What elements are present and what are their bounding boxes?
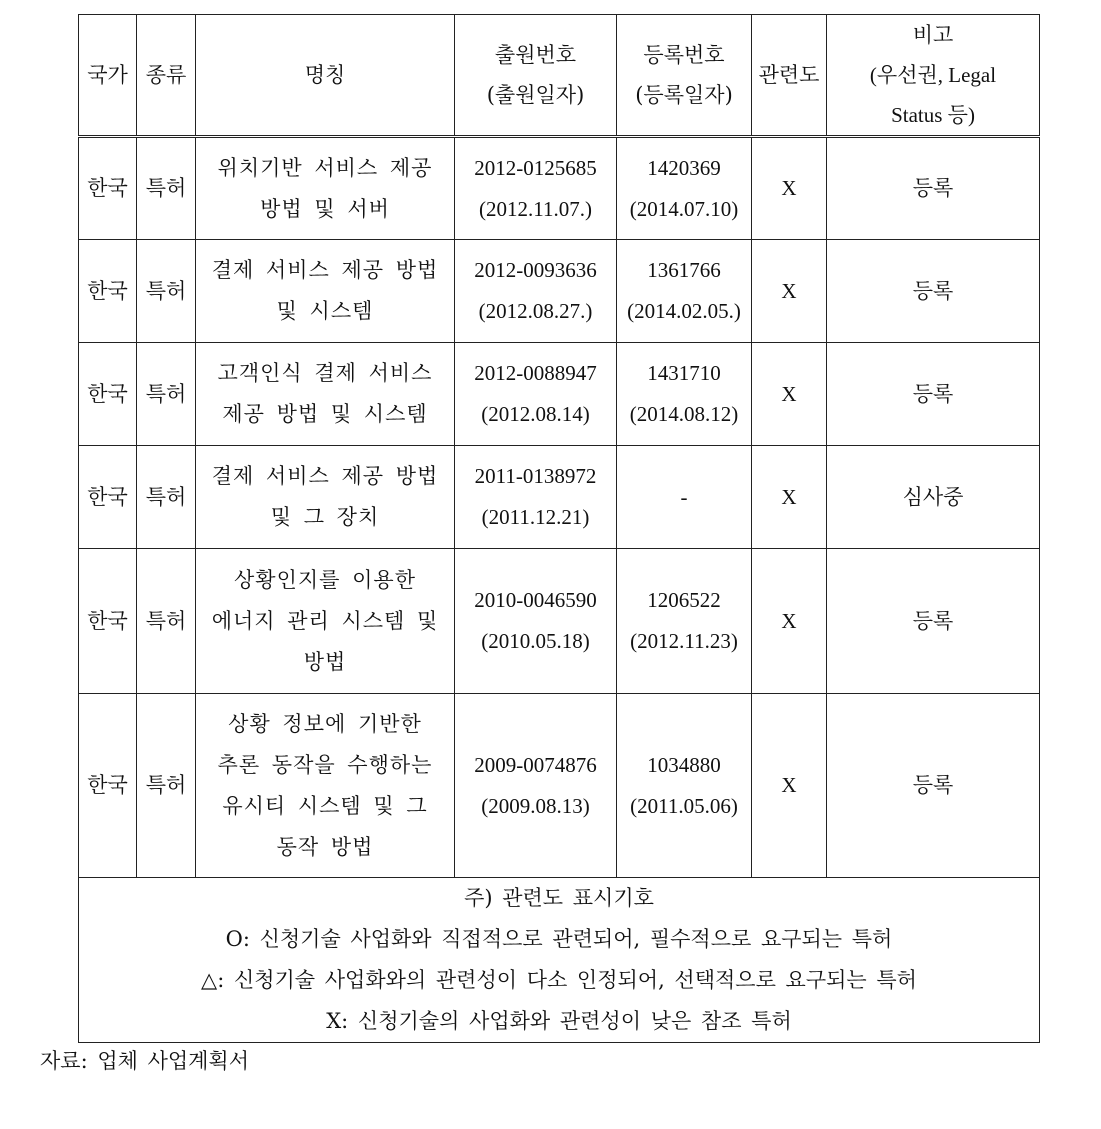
- app-number: 2012-0125685: [474, 155, 597, 180]
- reg-number: 1206522: [647, 588, 721, 612]
- header-reg-no-line2: (등록일자): [635, 83, 733, 107]
- header-app-no-line2: (출원일자): [486, 83, 585, 107]
- cell-remark: 등록: [827, 240, 1040, 343]
- header-relevance: 관련도: [752, 15, 827, 137]
- cell-app-no: [455, 343, 617, 446]
- cell-relevance: X: [752, 137, 827, 240]
- note-line: X: 신청기술의 사업화와 관련성이 낮은 참조 특허: [326, 1009, 792, 1033]
- app-number: 2010-0046590: [474, 588, 597, 612]
- reg-number: 1361766: [647, 258, 721, 282]
- cell-country: 한국: [79, 240, 137, 343]
- patent-table: [78, 14, 1040, 1043]
- cell-name-line: 에너지 관리 시스템 및: [211, 608, 439, 633]
- app-date: (2012.08.14): [481, 402, 590, 426]
- header-type: 종류: [137, 15, 196, 137]
- cell-name: [196, 343, 455, 446]
- cell-name: [196, 137, 455, 240]
- cell-type: 특허: [137, 240, 196, 343]
- cell-reg-no: [617, 549, 752, 694]
- cell-name-line: 상황 정보에 기반한: [228, 711, 422, 736]
- reg-date: (2014.07.10): [629, 196, 739, 221]
- cell-name-line: 유시티 시스템 및 그: [222, 793, 428, 818]
- cell-name-line: 방법 및 서버: [260, 196, 390, 221]
- table-row: [79, 240, 1040, 343]
- note-line: 주) 관련도 표시기호: [464, 886, 654, 910]
- cell-remark: 심사중: [827, 446, 1040, 549]
- cell-app-no: [455, 240, 617, 343]
- cell-name: [196, 446, 455, 549]
- cell-name-line: 고객인식 결제 서비스: [217, 361, 433, 385]
- cell-reg-no: -: [617, 446, 752, 549]
- cell-name-line: 동작 방법: [276, 834, 374, 859]
- header-app-no: [455, 15, 617, 137]
- cell-relevance: X: [752, 343, 827, 446]
- note-line: △: 신청기술 사업화와의 관련성이 다소 인정되어, 선택적으로 요구되는 특허: [201, 968, 917, 992]
- header-remark-line3: Status 등): [891, 103, 975, 127]
- cell-name-line: 추론 동작을 수행하는: [217, 752, 433, 777]
- table-row: [79, 549, 1040, 694]
- cell-name-line: 결제 서비스 제공 방법: [211, 258, 439, 282]
- header-country: 국가: [79, 15, 137, 137]
- cell-remark: 등록: [827, 549, 1040, 694]
- cell-name-line: 및 그 장치: [270, 505, 380, 529]
- header-remark-line2: (우선권, Legal: [869, 63, 997, 87]
- cell-reg-no: [617, 240, 752, 343]
- cell-app-no: [455, 549, 617, 694]
- app-number: 2009-0074876: [474, 752, 597, 777]
- cell-relevance: X: [752, 446, 827, 549]
- app-number: 2012-0093636: [474, 258, 597, 282]
- cell-name: [196, 549, 455, 694]
- header-remark: [827, 15, 1040, 137]
- header-app-no-line1: 출원번호: [494, 43, 577, 67]
- cell-country: 한국: [79, 137, 137, 240]
- cell-name-line: 상황인지를 이용한: [234, 567, 416, 592]
- reg-date: (2011.05.06): [630, 793, 738, 818]
- reg-date: (2014.08.12): [629, 402, 739, 426]
- app-date: (2012.08.27.): [478, 299, 593, 323]
- reg-date: (2014.02.05.): [627, 299, 741, 323]
- header-row: [79, 15, 1040, 137]
- cell-remark: 등록: [827, 694, 1040, 878]
- table-row: [79, 137, 1040, 240]
- app-date: (2010.05.18): [481, 629, 590, 653]
- app-number: 2011-0138972: [474, 464, 597, 488]
- cell-reg-no: [617, 137, 752, 240]
- note-line: O: 신청기술 사업화와 직접적으로 관련되어, 필수적으로 요구되는 특허: [225, 927, 893, 951]
- reg-date: (2012.11.23): [630, 629, 738, 653]
- cell-app-no: [455, 694, 617, 878]
- table-row: [79, 446, 1040, 549]
- cell-type: 특허: [137, 343, 196, 446]
- cell-relevance: X: [752, 694, 827, 878]
- cell-type: 특허: [137, 549, 196, 694]
- cell-name: [196, 240, 455, 343]
- cell-name-line: 결제 서비스 제공 방법: [211, 464, 439, 488]
- legend-notes: [79, 878, 1040, 1043]
- cell-name-line: 및 시스템: [276, 299, 374, 323]
- header-remark-line1: 비고: [912, 23, 954, 47]
- cell-app-no: [455, 137, 617, 240]
- cell-name-line: 위치기반 서비스 제공: [217, 155, 433, 180]
- cell-name: [196, 694, 455, 878]
- cell-relevance: X: [752, 240, 827, 343]
- cell-remark: 등록: [827, 137, 1040, 240]
- source-caption: 자료: 업체 사업계획서: [40, 1049, 249, 1073]
- cell-name-line: 제공 방법 및 시스템: [222, 402, 428, 426]
- reg-number: 1420369: [647, 155, 721, 180]
- cell-relevance: X: [752, 549, 827, 694]
- app-date: (2009.08.13): [481, 793, 590, 818]
- table-row: [79, 343, 1040, 446]
- cell-remark: 등록: [827, 343, 1040, 446]
- cell-country: 한국: [79, 549, 137, 694]
- cell-country: 한국: [79, 343, 137, 446]
- app-number: 2012-0088947: [474, 361, 597, 385]
- cell-country: 한국: [79, 694, 137, 878]
- table-row: [79, 694, 1040, 878]
- reg-number: 1431710: [647, 361, 721, 385]
- cell-reg-no: [617, 694, 752, 878]
- cell-reg-no: [617, 343, 752, 446]
- reg-number: 1034880: [647, 752, 721, 777]
- cell-name-line: 방법: [303, 649, 347, 674]
- app-date: (2012.11.07.): [479, 196, 592, 221]
- cell-country: 한국: [79, 446, 137, 549]
- header-reg-no-line1: 등록번호: [643, 43, 725, 67]
- cell-type: 특허: [137, 694, 196, 878]
- cell-app-no: [455, 446, 617, 549]
- header-reg-no: [617, 15, 752, 137]
- header-name: 명칭: [196, 15, 455, 137]
- cell-type: 특허: [137, 446, 196, 549]
- app-date: (2011.12.21): [481, 505, 590, 529]
- cell-type: 특허: [137, 137, 196, 240]
- notes-row: [79, 878, 1040, 1043]
